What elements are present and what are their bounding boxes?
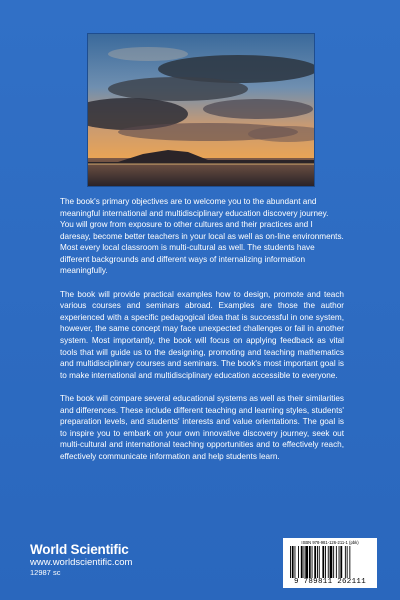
sunset-image xyxy=(88,34,314,186)
paragraph-examples: The book will provide practical examples how to design, promote and teach various courses and seminars abroad. Examples are those the author experienced with a specific pedagogical idea that is successful in one system, however, the same concept may face unexpected challenges or fail in another system. Most importantly, the book will focus on applying feedback as vital tools that will guide us to the designing, promoting and teaching mathematics and multidisciplinary courses and seminars. The book's most important goal is to make international and multidisciplinary education accessible to everyone. xyxy=(60,289,344,380)
paragraph-objectives: The book's primary objectives are to welcome you to the abundant and meaningful international and multidisciplinary education discovery journey. You will grow from exposure to other cultures and their practices and I daresay, become better teachers in your local as well as on-line environments. Most every local classroom is multi-cultural as well. The students have different backgrounds and different ways of internalizing information meaningfully. xyxy=(60,197,344,276)
publisher-url: www.worldscientific.com xyxy=(30,557,133,568)
product-code: 12987 sc xyxy=(30,568,61,577)
paragraph-comparison: The book will compare several educational systems as well as their similarities and differences. These include different teaching and learning styles, students' preparation levels, and students' interests and value orientations. The goal is to inspire you to embark on your own innovative discovery journey, seek out multi-cultural and international teaching opportunities and to effectively reach, effectively communicate information and help students learn. xyxy=(60,394,344,461)
description-text xyxy=(60,196,344,474)
sunset-sea-photo xyxy=(87,33,315,187)
barcode-bars xyxy=(289,546,371,578)
publisher-block xyxy=(30,542,132,578)
publisher-name: World Scientific xyxy=(30,542,129,557)
isbn-label: ISBN 978-981-126-211-1 (pbk) xyxy=(301,540,359,545)
barcode-digits: 9 789811 262111 xyxy=(293,578,366,586)
isbn-barcode xyxy=(283,538,377,588)
